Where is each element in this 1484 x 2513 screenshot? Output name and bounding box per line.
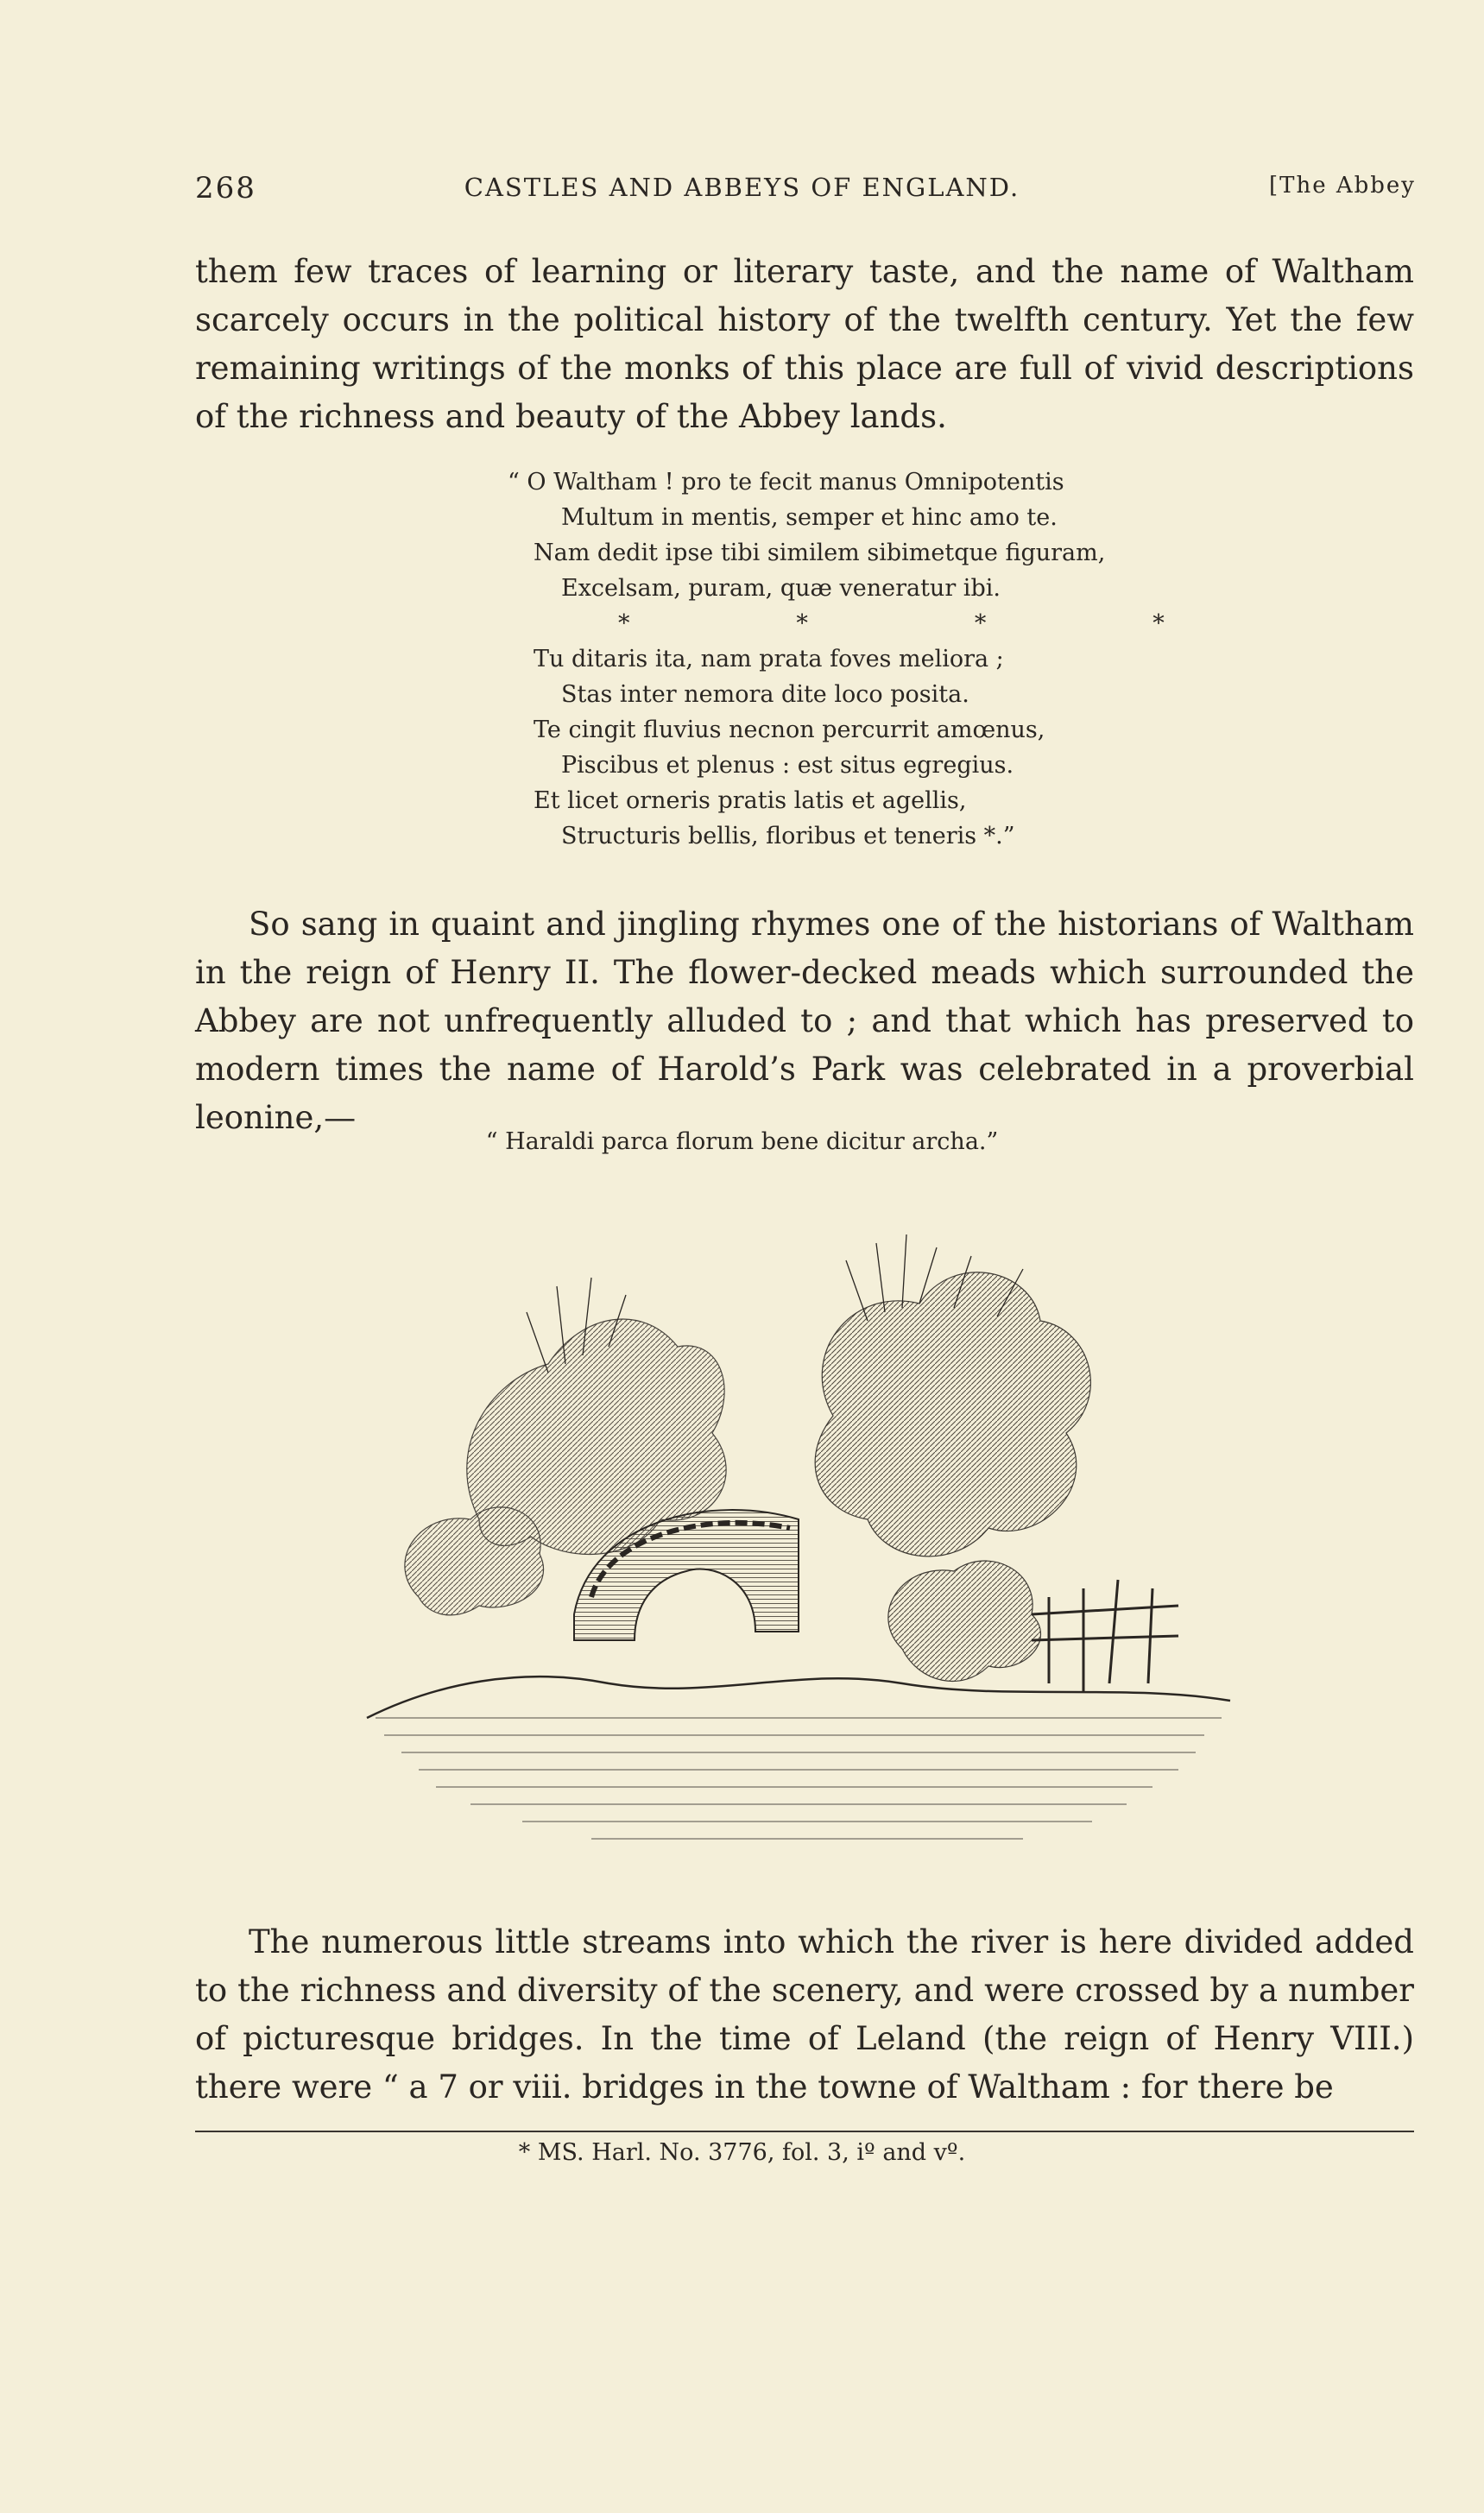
poem-line: Multum in mentis, semper et hinc amo te. (561, 504, 1058, 531)
poem-line: Nam dedit ipse tibi similem sibimetque figuram, (534, 540, 1106, 566)
page-number: 268 (195, 171, 256, 205)
bridge-engraving (350, 1234, 1247, 1873)
poem-line: Te cingit fluvius necnon percurrit amœnus, (534, 717, 1045, 743)
paragraph-1 (195, 248, 1414, 441)
footnote: * MS. Harl. No. 3776, fol. 3, iº and vº. (518, 2139, 966, 2166)
latin-poem (508, 464, 1216, 854)
paragraph-2-text: So sang in quaint and jingling rhymes one of the historians of Waltham in the reign of Henry II. The flower-decked meads which surrounded the Abbey are not unfrequently alluded to ; and that which has preserved to modern times the name of Harold’s Park was celebrated in a proverbial leonine,— (195, 906, 1414, 1136)
running-head (0, 171, 1484, 214)
paragraph-2 (195, 900, 1414, 1142)
poem-line: Tu ditaris ita, nam prata foves meliora ; (534, 646, 1004, 672)
leonine-quote: “ Haraldi parca florum bene dicitur archa.” (485, 1128, 999, 1155)
running-section: [The Abbey (1268, 173, 1416, 199)
riverbank (367, 1676, 1230, 1718)
paragraph-3-text: The numerous little streams into which the river is here divided added to the richness and diversity of the scenery, and were crossed by a number of picturesque bridges. In the time of Leland (the reign of Henry VIII.) there were “ a 7 or viii. bridges in the towne of Waltham : for there be (195, 1923, 1414, 2106)
water (376, 1718, 1222, 1839)
poem-line: Stas inter nemora dite loco posita. (561, 681, 969, 708)
poem-line: Structuris bellis, floribus et teneris *.” (561, 823, 1015, 849)
poem-line: “ O Waltham ! pro te fecit manus Omnipotentis (508, 469, 1064, 496)
poem-line: Et licet orneris pratis latis et agellis, (534, 787, 967, 814)
paragraph-1-text: them few traces of learning or literary taste, and the name of Waltham scarcely occurs in the political history of the twelfth century. Yet the few remaining writings of the monks of this place are full of vivid descriptions of the richness and beauty of the Abbey lands. (195, 253, 1414, 435)
fence (1032, 1580, 1178, 1692)
poem-line: Excelsam, puram, quæ veneratur ibi. (561, 575, 1001, 602)
poem-line: Piscibus et plenus : est situs egregius. (561, 752, 1014, 779)
footnote-rule (195, 2131, 1414, 2132)
running-title: CASTLES AND ABBEYS OF ENGLAND. (464, 173, 1020, 202)
poem-ornament: * * * * (618, 610, 1165, 637)
paragraph-3 (195, 1918, 1414, 2112)
